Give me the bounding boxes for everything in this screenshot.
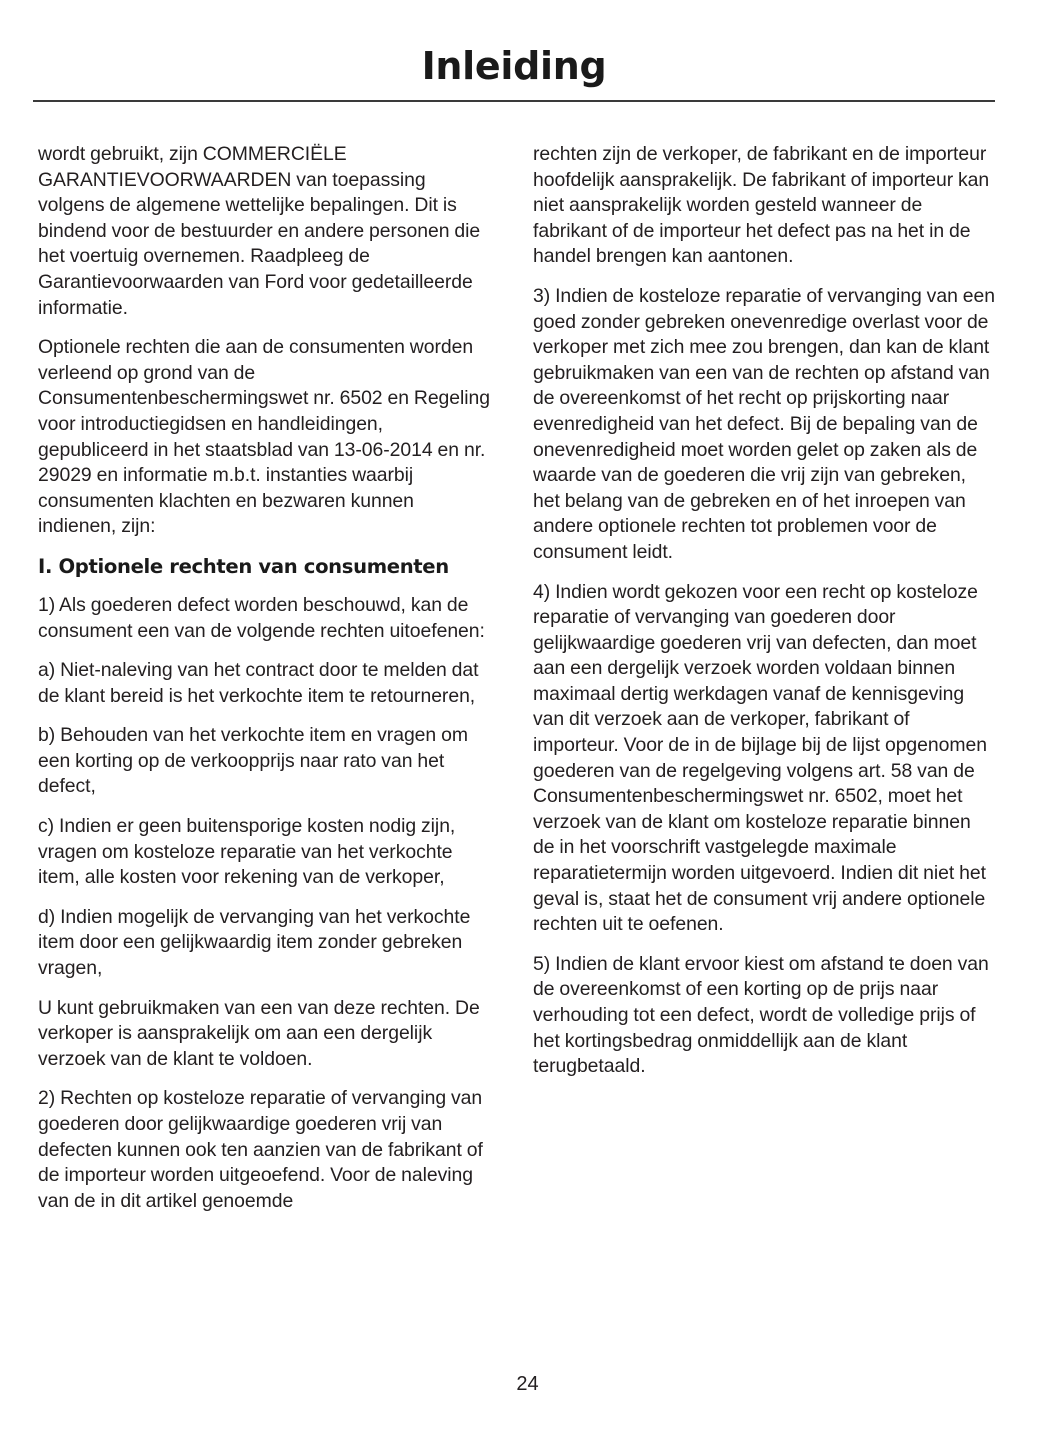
right-column: [533, 142, 995, 1322]
left-column: [38, 142, 493, 1322]
page-title: Inleiding: [421, 44, 607, 88]
paragraph: d) Indien mogelijk de vervanging van het verkochte item door een gelijkwaardig item zonder gebreken vragen,: [38, 905, 471, 980]
paragraph: 2) Rechten op kosteloze reparatie of vervanging van goederen door gelijkwaardige goederen vrij van defecten kunnen ook ten aanzien van de fabrikant of de importeur worden uitgeoefend. Voor de naleving van de in dit artikel genoemde: [38, 1087, 483, 1212]
paragraph: Optionele rechten die aan de consumenten worden verleend op grond van de Consumentenbeschermingswet nr. 6502 en Regeling voor introductiegidsen en handleidingen, gepubliceerd in het staatsblad van 13-06-2014 en nr. 29029 en informatie m.b.t. instanties waarbij consumenten klachten en bezwaren kunnen indienen, zijn:: [38, 336, 491, 538]
paragraph: 3) Indien de kosteloze reparatie of vervanging van een goed zonder gebreken onevenredige overlast voor de verkoper met zich mee zou brengen, dan kan de klant gebruikmaken van een van de rechten op afstand van de overeenkomst of het recht op prijskorting naar evenredigheid van het defect. Bij de bepaling van de onevenredigheid moet worden gelet op zaken als de waarde van de goederen die vrij zijn van gebreken, het belang van de gebreken en of het inroepen van andere optionele rechten tot problemen voor de consument leidt.: [533, 284, 995, 563]
paragraph: 4) Indien wordt gekozen voor een recht op kosteloze reparatie of vervanging van goederen door gelijkwaardige goederen vrij van defecten, dan moet aan een dergelijk verzoek worden voldaan binnen maximaal dertig werkdagen vanaf de kennisgeving van dit verzoek aan de verkoper, fabrikant of importeur. Voor de in de bijlage bij de lijst opgenomen goederen van de regelgeving volgens art. 58 van de Consumentenbeschermingswet nr. 6502, moet het verzoek van de klant om kosteloze reparatie binnen de in het voorschrift vastgelegde maximale reparatietermijn worden uitgevoerd. Indien dit niet het geval is, staat het de consument vrij andere optionele rechten uit te oefenen.: [533, 580, 987, 936]
two-column-body: [38, 142, 995, 1322]
page-number: 24: [516, 1373, 539, 1395]
page-header: [33, 44, 995, 88]
paragraph: a) Niet-naleving van het contract door te melden dat de klant bereid is het verkochte item te retourneren,: [38, 659, 479, 707]
header-divider: [33, 100, 995, 102]
paragraph: c) Indien er geen buitensporige kosten nodig zijn, vragen om kosteloze reparatie van het verkochte item, alle kosten voor rekening van de verkoper,: [38, 815, 456, 889]
section-subheading: I. Optionele rechten van consumenten: [38, 554, 449, 578]
paragraph: U kunt gebruikmaken van een van deze rechten. De verkoper is aansprakelijk om aan een dergelijk verzoek van de klant te voldoen.: [38, 996, 480, 1070]
paragraph: wordt gebruikt, zijn COMMERCIËLE GARANTIEVOORWAARDEN van toepassing volgens de algemene wettelijke bepalingen. Dit is bindend voor de bestuurder en andere personen die het voertuig overnemen. Raadpleeg de Garantievoorwaarden van Ford voor gedetailleerde informatie.: [38, 143, 481, 319]
paragraph: b) Behouden van het verkochte item en vragen om een korting op de verkoopprijs naar rato van het defect,: [38, 724, 468, 798]
page-footer: [0, 1372, 1055, 1396]
paragraph: 5) Indien de klant ervoor kiest om afstand te doen van de overeenkomst of een korting op de prijs naar verhouding tot een defect, wordt de volledige prijs of het kortingsbedrag onmiddellijk aan de klant terugbetaald.: [533, 952, 989, 1078]
paragraph: 1) Als goederen defect worden beschouwd, kan de consument een van de volgende rechten uitoefenen:: [38, 593, 485, 642]
paragraph: rechten zijn de verkoper, de fabrikant en de importeur hoofdelijk aansprakelijk. De fabrikant of importeur kan niet aansprakelijk worden gesteld wanneer de fabrikant of de importeur het defect pas na het in de handel brengen kan aantonen.: [533, 143, 990, 268]
